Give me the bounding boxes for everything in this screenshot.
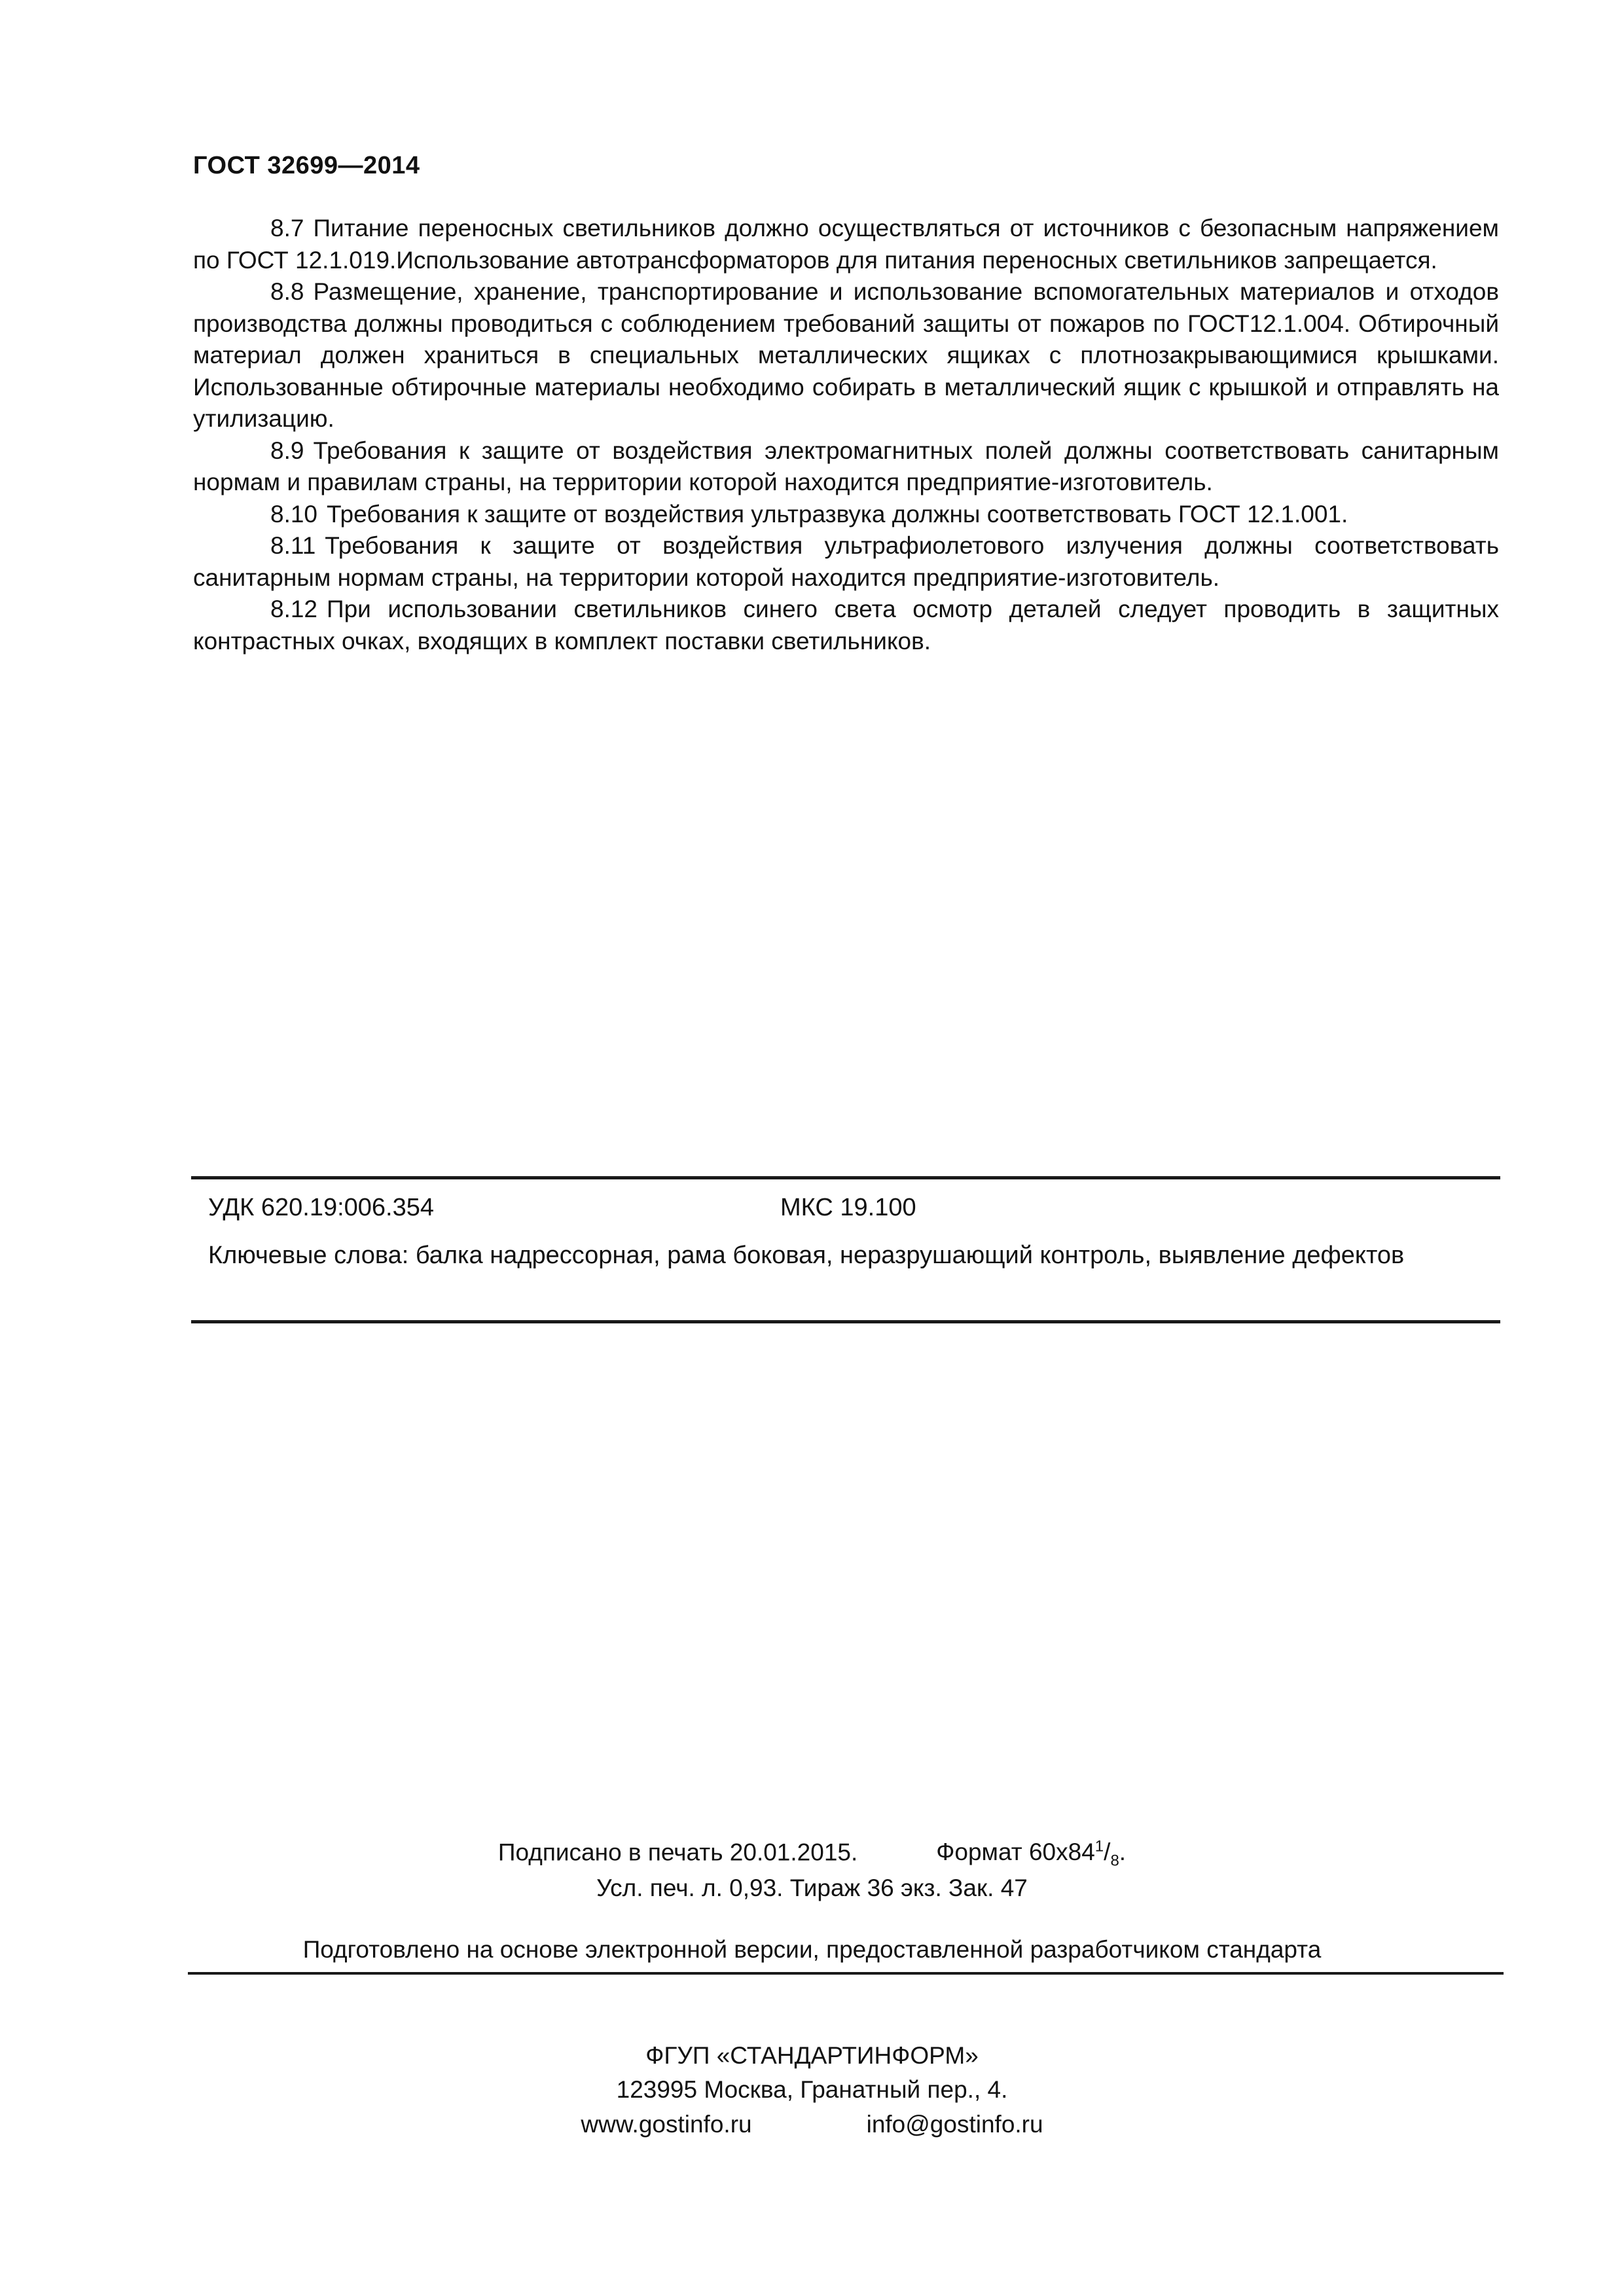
publisher-contacts — [0, 2111, 1624, 2138]
paragraph-number: 8.11 — [270, 532, 316, 559]
paragraph-text: Требования к защите от воздействия ультразвука должны соответствовать ГОСТ 12.1.001. — [327, 500, 1348, 528]
paragraph-number: 8.9 — [270, 437, 304, 464]
paragraph-number: 8.8 — [270, 278, 304, 305]
paragraph-text: При использовании светильников синего света осмотр деталей следует проводить в защитных контрастных очках, входящих в комплект поставки светильников. — [193, 596, 1499, 655]
paragraph-8-10 — [193, 499, 1499, 531]
paragraph-number: 8.12 — [270, 596, 318, 622]
paragraph-8-7 — [193, 213, 1499, 276]
paragraph-8-11 — [193, 530, 1499, 594]
paragraph-number: 8.10 — [270, 500, 318, 528]
keywords: Ключевые слова: балка надрессорная, рама боковая, неразрушающий контроль, выявление дефектов — [208, 1242, 1405, 1269]
signed-date: Подписано в печать 20.01.2015. — [497, 1839, 858, 1866]
document-header: ГОСТ 32699—2014 — [193, 152, 420, 179]
classification-bottom-rule — [191, 1320, 1500, 1323]
paragraph-text: Питание переносных светильников должно осуществляться от источников с безопасным напряжением по ГОСТ 12.1.019.Использование автотрансформаторов для питания переносных светильников запрещается. — [193, 215, 1499, 274]
publisher-address: 123995 Москва, Гранатный пер., 4. — [616, 2076, 1008, 2103]
classification-top-rule — [191, 1176, 1500, 1179]
paper-format: Формат $60x84^1/_8$. — [936, 1838, 1127, 1870]
paragraph-8-9 — [193, 435, 1499, 499]
paragraph-text: Требования к защите от воздействия электромагнитных полей должны соответствовать санитарным нормам и правилам страны, на территории которой находится предприятие-изготовитель. — [193, 437, 1499, 495]
mks-code: МКС 19.100 — [780, 1194, 916, 1221]
paragraph-text: Размещение, хранение, транспортирование и использование вспомогательных материалов и отходов производства должны проводиться с соблюдением требований защиты от пожаров по ГОСТ12.1.004. Обтирочный материал должен храниться в специальных металлических ящиках с плотнозакрывающимися крышками. Использованные обтирочные материалы необходимо собирать в металлический ящик с крышкой и отправлять на утилизацию. — [193, 278, 1499, 432]
email-link[interactable]: info@gostinfo.ru — [866, 2111, 1043, 2138]
imprint-details: Усл. печ. л. 0,93. Тираж 36 экз. Зак. 47 — [596, 1874, 1028, 1901]
udk-code: УДК 620.19:006.354 — [208, 1194, 435, 1221]
paragraph-8-12 — [193, 594, 1499, 657]
prepared-note: Подготовлено на основе электронной версии, предоставленной разработчиком стандарта — [302, 1936, 1322, 1963]
section-8-text — [193, 213, 1499, 657]
imprint-rule — [188, 1972, 1504, 1975]
paragraph-text: Требования к защите от воздействия ультрафиолетового излучения должны соответствовать санитарным нормам страны, на территории которой находится предприятие-изготовитель. — [193, 532, 1499, 591]
imprint-signed-line — [0, 1838, 1624, 1871]
publisher-name: ФГУП «СТАНДАРТИНФОРМ» — [645, 2042, 979, 2069]
paragraph-8-8 — [193, 276, 1499, 435]
paragraph-number: 8.7 — [270, 215, 304, 242]
website-link[interactable]: www.gostinfo.ru — [581, 2111, 752, 2138]
